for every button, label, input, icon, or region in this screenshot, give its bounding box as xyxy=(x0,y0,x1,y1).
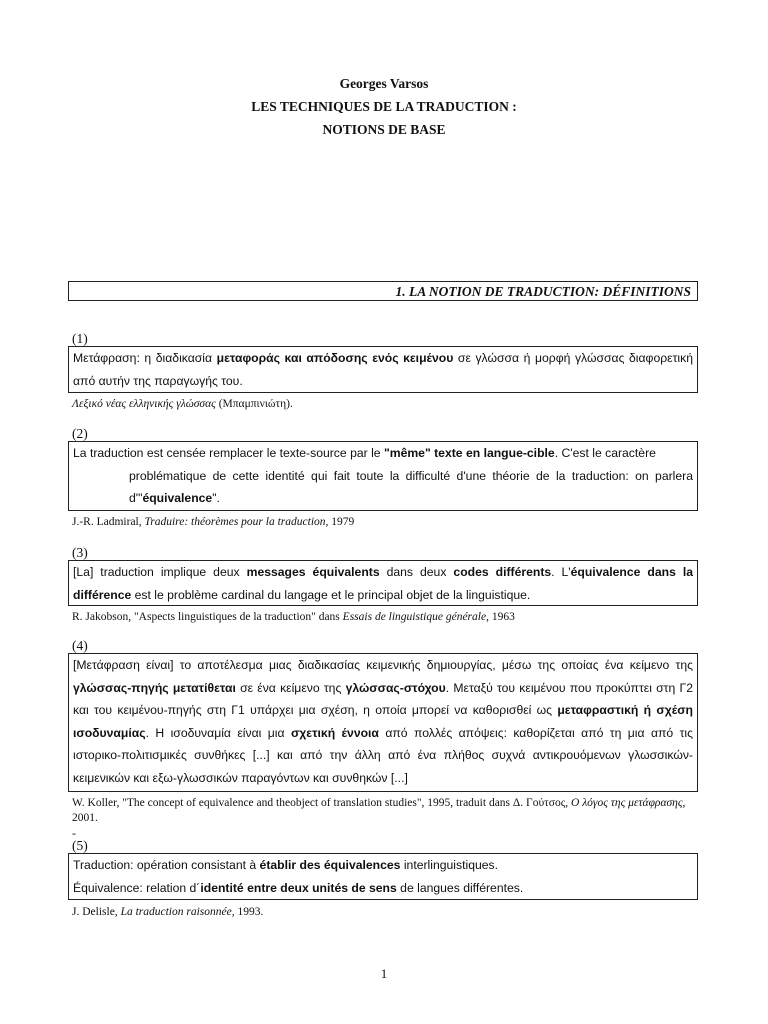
quote-source-1: Λεξικό νέας ελληνικής γλώσσας (Μπαμπινιώτη). xyxy=(72,398,293,410)
section-heading: 1. LA NOTION DE TRADUCTION: DÉFINITIONS xyxy=(68,281,698,301)
quote-box-3: [La] traduction implique deux messages équivalents dans deux codes différents. L'équivalence dans la différence est le problème cardinal du langage et le principal objet de la linguistique. xyxy=(68,560,698,606)
entry-number: (1) xyxy=(72,331,88,346)
quote-box-5: Traduction: opération consistant à établir des équivalences interlinguistiques. Équivalence: relation d´identité entre deux unités de sens de langues différentes. xyxy=(68,853,698,900)
quote-source-4: W. Koller, "The concept of equivalence and theobject of translation studies", 1995, traduit dans Δ. Γούτσος, Ο λόγος της μετάφρασης, 2001. xyxy=(72,797,686,824)
entry-number: (3) xyxy=(72,545,88,560)
quote-source-5: J. Delisle, La traduction raisonnée, 1993. xyxy=(72,906,264,918)
quote-source-3: R. Jakobson, "Aspects linguistiques de la traduction" dans Essais de linguistique générale, 1963 xyxy=(72,611,515,623)
document-subtitle: NOTIONS DE BASE xyxy=(322,122,446,137)
entry-number: (5) xyxy=(72,838,88,853)
quote-box-1: Μετάφραση: η διαδικασία μεταφοράς και απόδοσης ενός κειμένου σε γλώσσα ή μορφή γλώσσας διαφορετική από αυτήν της παραγωγής του. xyxy=(68,346,698,393)
entry-number: (2) xyxy=(72,426,88,441)
entry-number: (4) xyxy=(72,638,88,653)
quote-source-2: J.-R. Ladmiral, Traduire: théorèmes pour la traduction, 1979 xyxy=(72,516,355,528)
quote-box-2: La traduction est censée remplacer le texte-source par le "même" texte en langue-cible. C'est le caractère problématique de cette identité qui fait toute la difficulté d'une théorie de la traduction: on parlera d'"équivalence". xyxy=(68,441,698,511)
author-name: Georges Varsos xyxy=(339,76,429,91)
separator-dash: - xyxy=(72,826,76,840)
quote-box-4: [Μετάφραση είναι] το αποτέλεσμα μιας διαδικασίας κειμενικής δημιουργίας, μέσω της οποίας ένα κείμενο της γλώσσας-πηγής μετατίθεται σε ένα κείμενο της γλώσσας-στόχου. Μεταξύ του κειμένου που προκύπτει στη Γ2 και του κειμένου-πηγής στη Γ1 υπάρχει μια σχέση, η οποία μπορεί να καθορισθεί ως μεταφραστική ή σχέση ισοδυναμίας. Η ισοδυναμία είναι μια σχετική έννοια από πολλές απόψεις: καθορίζεται από τη μια από τις ιστορικο-πολιτισμικές συνθήκες [...] και από την άλλη από ένα πλήθος συχνά αντικρουόμενων γλωσσικών-κειμενικών και εξω-γλωσσικών παραγόντων και συνθηκών [...] xyxy=(68,653,698,792)
document-title: LES TECHNIQUES DE LA TRADUCTION : xyxy=(251,99,517,114)
page-number: 1 xyxy=(380,966,388,981)
